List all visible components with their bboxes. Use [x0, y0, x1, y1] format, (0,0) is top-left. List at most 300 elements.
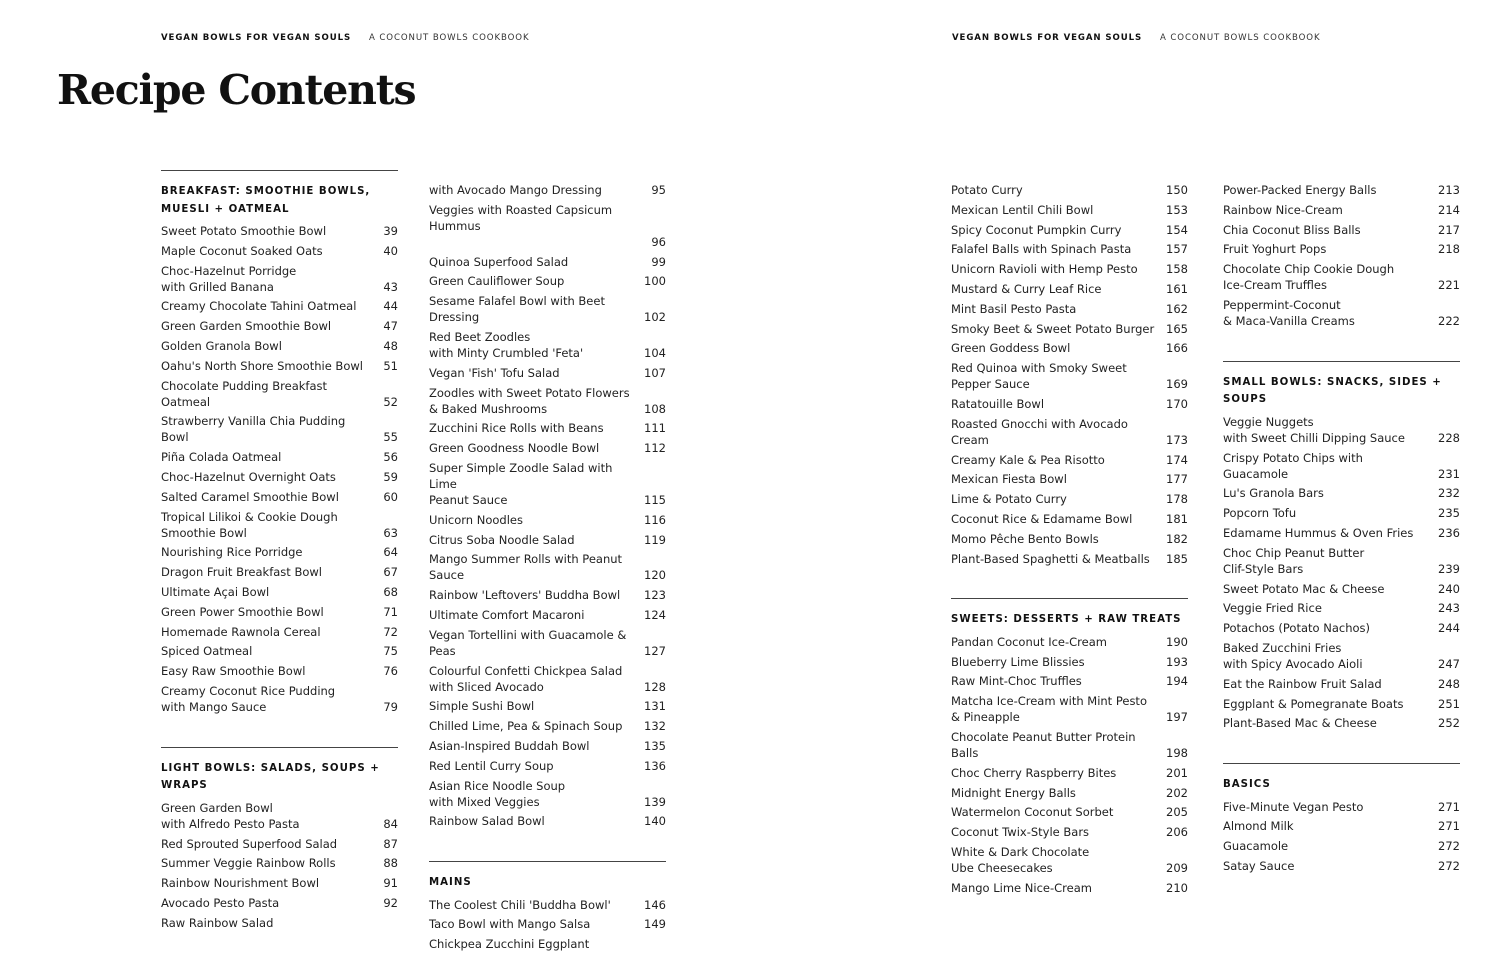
page-number: 127 — [644, 643, 666, 658]
page-number: 178 — [1166, 492, 1188, 507]
page-number: 232 — [1438, 486, 1460, 501]
page-number: 217 — [1438, 222, 1460, 237]
recipe-name: Ratatouille Bowl — [951, 396, 1045, 411]
page-number: 170 — [1166, 396, 1188, 411]
page-number: 214 — [1438, 202, 1460, 217]
toc-entry[interactable] — [1223, 696, 1460, 716]
toc-entry[interactable] — [429, 813, 666, 833]
section-title: SMALL BOWLS: SNACKS, SIDES + SOUPS — [1223, 376, 1442, 406]
toc-entry[interactable] — [429, 202, 666, 254]
toc-entry[interactable] — [1223, 241, 1460, 261]
section-title: MAINS — [429, 877, 472, 889]
toc-entry[interactable] — [429, 936, 666, 956]
recipe-name: Creamy Chocolate Tahini Oatmeal — [161, 299, 357, 314]
recipe-name: Edamame Hummus & Oven Fries — [1223, 525, 1414, 540]
recipe-name: Salted Caramel Smoothie Bowl — [161, 489, 339, 504]
toc-entry[interactable] — [951, 729, 1188, 765]
toc-entry[interactable] — [951, 301, 1188, 321]
book-subtitle: A COCONUT BOWLS COOKBOOK — [1160, 33, 1321, 43]
toc-entry[interactable] — [951, 321, 1188, 341]
page-number: 244 — [1438, 621, 1460, 636]
page-number: 209 — [1166, 861, 1188, 876]
toc-entry[interactable] — [951, 471, 1188, 491]
toc-entry[interactable] — [161, 413, 398, 449]
page-number: 104 — [644, 345, 666, 360]
toc-entry[interactable] — [429, 587, 666, 607]
page-number: 193 — [1166, 654, 1188, 669]
recipe-name: Raw Mint-Choc Truffles — [951, 674, 1082, 689]
recipe-name: Dragon Fruit Breakfast Bowl — [161, 565, 322, 580]
contents-column-1 — [161, 170, 398, 935]
recipe-name: Peppermint-Coconut & Maca-Vanilla Creams — [1223, 297, 1355, 328]
toc-entry[interactable] — [429, 329, 666, 365]
recipe-name: Summer Veggie Rainbow Rolls — [161, 856, 336, 871]
recipe-name: Colourful Confetti Chickpea Salad with Sliced Avocado — [429, 663, 623, 694]
recipe-name: Sesame Falafel Bowl with Beet Dressing — [429, 294, 605, 325]
page-number: 197 — [1166, 710, 1188, 725]
page-number: 132 — [644, 719, 666, 734]
recipe-name: Chia Coconut Bliss Balls — [1223, 222, 1361, 237]
recipe-name: Unicorn Ravioli with Hemp Pesto — [951, 262, 1138, 277]
recipe-name: Plant-Based Spaghetti & Meatballs — [951, 551, 1150, 566]
page-number: 44 — [383, 299, 398, 314]
recipe-name: White & Dark Chocolate Ube Cheesecakes — [951, 845, 1090, 876]
toc-entry[interactable] — [429, 663, 666, 699]
page-number: 123 — [644, 588, 666, 603]
page-number: 157 — [1166, 242, 1188, 257]
page-number: 206 — [1166, 825, 1188, 840]
recipe-name: Mexican Fiesta Bowl — [951, 472, 1067, 487]
toc-entry[interactable] — [1223, 799, 1460, 819]
recipe-name: Vegan 'Fish' Tofu Salad — [429, 365, 560, 380]
recipe-name: Rainbow Nice-Cream — [1223, 202, 1343, 217]
page-number: 271 — [1438, 799, 1460, 814]
recipe-name: Green Garden Bowl with Alfredo Pesto Pasta — [161, 800, 300, 831]
toc-entry[interactable] — [161, 358, 398, 378]
recipe-name: Quinoa Superfood Salad — [429, 254, 569, 269]
toc-entry[interactable] — [429, 758, 666, 778]
page-number: 115 — [644, 492, 666, 507]
page-number: 251 — [1438, 696, 1460, 711]
page-number: 63 — [383, 525, 398, 540]
recipe-name: Potato Curry — [951, 183, 1023, 197]
toc-entry[interactable] — [161, 449, 398, 469]
page-number: 248 — [1438, 676, 1460, 691]
page-number: 128 — [644, 679, 666, 694]
page-number: 201 — [1166, 765, 1188, 780]
page-number: 174 — [1166, 452, 1188, 467]
toc-entry[interactable] — [1223, 485, 1460, 505]
toc-entry[interactable] — [1223, 620, 1460, 640]
toc-entry[interactable] — [161, 318, 398, 338]
toc-entry[interactable] — [429, 718, 666, 738]
page-number: 67 — [383, 565, 398, 580]
recipe-name: Veggies with Roasted Capsicum Hummus — [429, 202, 613, 233]
toc-entry[interactable] — [951, 844, 1188, 880]
recipe-name: Super Simple Zoodle Salad with Lime Peanut Sauce — [429, 460, 613, 507]
page-number: 108 — [644, 401, 666, 416]
page-number: 72 — [383, 624, 398, 639]
toc-entry[interactable] — [429, 698, 666, 718]
running-head-left — [161, 33, 530, 43]
recipe-name: Midnight Energy Balls — [951, 785, 1076, 800]
recipe-name: Choc Chip Peanut Butter Clif-Style Bars — [1223, 545, 1365, 576]
book-subtitle: A COCONUT BOWLS COOKBOOK — [369, 33, 530, 43]
page-number: 64 — [383, 545, 398, 560]
toc-entry[interactable] — [951, 634, 1188, 654]
page-number: 235 — [1438, 506, 1460, 521]
recipe-name: Raw Rainbow Salad — [161, 915, 274, 930]
recipe-name: Asian-Inspired Buddah Bowl — [429, 738, 590, 753]
toc-entry[interactable] — [161, 223, 398, 243]
recipe-name: Piña Colada Oatmeal — [161, 450, 282, 465]
recipe-name: Green Goddess Bowl — [951, 341, 1071, 356]
toc-entry[interactable] — [1223, 222, 1460, 242]
recipe-name: Watermelon Coconut Sorbet — [951, 805, 1114, 820]
toc-entry[interactable] — [161, 643, 398, 663]
page-number: 146 — [644, 897, 666, 912]
toc-entry[interactable] — [1223, 261, 1460, 297]
recipe-name: Choc-Hazelnut Overnight Oats — [161, 469, 336, 484]
page-title: Recipe Contents — [57, 66, 416, 114]
recipe-name: Maple Coconut Soaked Oats — [161, 243, 323, 258]
toc-entry[interactable] — [161, 800, 398, 836]
toc-entry[interactable] — [161, 915, 398, 935]
toc-entry[interactable] — [1223, 450, 1460, 486]
recipe-name: with Avocado Mango Dressing — [429, 183, 602, 197]
recipe-name: Ultimate Comfort Macaroni — [429, 607, 585, 622]
recipe-name: Popcorn Tofu — [1223, 506, 1297, 521]
recipe-name: Mexican Lentil Chili Bowl — [951, 202, 1094, 217]
page-number: 120 — [644, 568, 666, 583]
toc-entry[interactable] — [429, 273, 666, 293]
page-number: 52 — [383, 394, 398, 409]
toc-entry[interactable] — [951, 281, 1188, 301]
page-number: 162 — [1166, 301, 1188, 316]
recipe-name: Mango Summer Rolls with Peanut Sauce — [429, 552, 623, 583]
recipe-name: Falafel Balls with Spinach Pasta — [951, 242, 1132, 257]
recipe-name: Citrus Soba Noodle Salad — [429, 532, 575, 547]
toc-entry[interactable] — [161, 338, 398, 358]
toc-entry[interactable] — [161, 895, 398, 915]
page-number: 158 — [1166, 262, 1188, 277]
page-number: 92 — [383, 895, 398, 910]
toc-entry[interactable] — [1223, 182, 1460, 202]
toc-entry[interactable] — [429, 182, 666, 202]
toc-section-continued — [1223, 182, 1460, 333]
toc-entry[interactable] — [1223, 676, 1460, 696]
toc-entry[interactable] — [951, 182, 1188, 202]
toc-entry[interactable] — [1223, 202, 1460, 222]
page-number: 205 — [1166, 805, 1188, 820]
toc-entry[interactable] — [161, 564, 398, 584]
page-number: 79 — [383, 699, 398, 714]
page-number: 139 — [644, 794, 666, 809]
toc-section — [1223, 361, 1460, 735]
toc-entry[interactable] — [161, 875, 398, 895]
toc-entry[interactable] — [1223, 640, 1460, 676]
page-number: 272 — [1438, 839, 1460, 854]
recipe-name: Red Beet Zoodles with Minty Crumbled 'Feta' — [429, 329, 584, 360]
toc-entry[interactable] — [429, 365, 666, 385]
toc-entry[interactable] — [1223, 818, 1460, 838]
recipe-name: Momo Pêche Bento Bowls — [951, 531, 1099, 546]
page-number: 240 — [1438, 581, 1460, 596]
page-number: 91 — [383, 876, 398, 891]
toc-entry[interactable] — [161, 378, 398, 414]
toc-entry[interactable] — [951, 693, 1188, 729]
toc-entry[interactable] — [951, 452, 1188, 472]
toc-entry[interactable] — [161, 624, 398, 644]
toc-entry[interactable] — [161, 663, 398, 683]
toc-entry[interactable] — [429, 293, 666, 329]
page-number: 166 — [1166, 341, 1188, 356]
recipe-name: Power-Packed Energy Balls — [1223, 183, 1377, 197]
recipe-name: Green Power Smoothie Bowl — [161, 604, 324, 619]
page-number: 213 — [1438, 183, 1460, 197]
toc-entry[interactable] — [951, 765, 1188, 785]
recipe-name: Eggplant & Pomegranate Boats — [1223, 696, 1404, 711]
recipe-name: Zoodles with Sweet Potato Flowers & Baked Mushrooms — [429, 385, 630, 416]
recipe-name: Simple Sushi Bowl — [429, 699, 535, 714]
page-number: 107 — [644, 365, 666, 380]
recipe-name: Lime & Potato Curry — [951, 492, 1067, 507]
page-number: 47 — [383, 319, 398, 334]
recipe-name: Roasted Gnocchi with Avocado Cream — [951, 416, 1128, 447]
recipe-name: Choc-Hazelnut Porridge with Grilled Banana — [161, 263, 297, 294]
toc-entry[interactable] — [429, 738, 666, 758]
toc-entry[interactable] — [1223, 505, 1460, 525]
recipe-name: Eat the Rainbow Fruit Salad — [1223, 676, 1382, 691]
page-number: 161 — [1166, 281, 1188, 296]
recipe-name: Green Garden Smoothie Bowl — [161, 319, 332, 334]
page-number: 202 — [1166, 785, 1188, 800]
recipe-name: Guacamole — [1223, 839, 1289, 854]
recipe-name: Chickpea Zucchini Eggplant — [429, 937, 590, 952]
toc-entry[interactable] — [951, 340, 1188, 360]
page-number: 71 — [383, 604, 398, 619]
recipe-name: Creamy Coconut Rice Pudding with Mango Sauce — [161, 683, 336, 714]
recipe-name: Coconut Twix-Style Bars — [951, 825, 1090, 840]
toc-section — [429, 861, 666, 956]
recipe-name: Oahu's North Shore Smoothie Bowl — [161, 358, 363, 373]
toc-entry[interactable] — [429, 778, 666, 814]
section-gap — [161, 719, 398, 747]
page-number: 252 — [1438, 716, 1460, 731]
section-title: BASICS — [1223, 779, 1271, 791]
toc-entry[interactable] — [951, 261, 1188, 281]
section-gap — [429, 833, 666, 861]
page-number: 181 — [1166, 511, 1188, 526]
recipe-name: Pandan Coconut Ice-Cream — [951, 634, 1107, 649]
page-number: 88 — [383, 856, 398, 871]
toc-entry[interactable] — [161, 469, 398, 489]
page-number: 39 — [383, 224, 398, 238]
toc-entry[interactable] — [951, 396, 1188, 416]
toc-entry[interactable] — [951, 491, 1188, 511]
recipe-name: Nourishing Rice Porridge — [161, 545, 303, 560]
toc-entry[interactable] — [429, 916, 666, 936]
toc-entry[interactable] — [951, 654, 1188, 674]
page-number: 55 — [383, 430, 398, 445]
page-number: 131 — [644, 699, 666, 714]
toc-entry[interactable] — [951, 804, 1188, 824]
section-title: LIGHT BOWLS: SALADS, SOUPS + WRAPS — [161, 762, 380, 792]
section-title: BREAKFAST: SMOOTHIE BOWLS, MUESLI + OATMEAL — [161, 186, 371, 215]
toc-entry[interactable] — [429, 460, 666, 512]
toc-entry[interactable] — [429, 440, 666, 460]
toc-entry[interactable] — [161, 489, 398, 509]
toc-entry[interactable] — [951, 416, 1188, 452]
contents-column-3 — [951, 170, 1188, 900]
recipe-name: Veggie Fried Rice — [1223, 601, 1322, 616]
toc-entry[interactable] — [429, 607, 666, 627]
page-number: 135 — [644, 738, 666, 753]
section-title: SWEETS: DESSERTS + RAW TREATS — [951, 614, 1182, 626]
page-number: 100 — [644, 274, 666, 289]
book-title: VEGAN BOWLS FOR VEGAN SOULS — [952, 33, 1143, 43]
toc-entry[interactable] — [951, 222, 1188, 242]
contents-column-2 — [429, 170, 666, 956]
toc-entry[interactable] — [951, 824, 1188, 844]
toc-entry[interactable] — [161, 836, 398, 856]
page-number: 112 — [644, 441, 666, 456]
recipe-name: Avocado Pesto Pasta — [161, 895, 280, 910]
toc-entry[interactable] — [429, 420, 666, 440]
toc-entry[interactable] — [429, 551, 666, 587]
toc-entry[interactable] — [429, 254, 666, 274]
page-number: 198 — [1166, 746, 1188, 761]
recipe-name: Taco Bowl with Mango Salsa — [429, 917, 591, 932]
recipe-name: Mustard & Curry Leaf Rice — [951, 281, 1102, 296]
toc-entry[interactable] — [1223, 838, 1460, 858]
toc-entry[interactable] — [951, 673, 1188, 693]
toc-entry[interactable] — [161, 584, 398, 604]
recipe-name: Blueberry Lime Blissies — [951, 654, 1085, 669]
recipe-name: Rainbow Salad Bowl — [429, 814, 545, 829]
recipe-name: Strawberry Vanilla Chia Pudding Bowl — [161, 414, 346, 445]
recipe-name: Smoky Beet & Sweet Potato Burger — [951, 321, 1155, 336]
toc-entry[interactable] — [161, 683, 398, 719]
page-number: 221 — [1438, 278, 1460, 293]
recipe-name: Lu's Granola Bars — [1223, 486, 1324, 501]
recipe-name: Vegan Tortellini with Guacamole & Peas — [429, 627, 627, 658]
toc-entry[interactable] — [951, 785, 1188, 805]
page-number: 272 — [1438, 859, 1460, 874]
toc-entry[interactable] — [1223, 525, 1460, 545]
page-number: 218 — [1438, 242, 1460, 257]
recipe-name: Green Goodness Noodle Bowl — [429, 441, 600, 456]
page-number: 239 — [1438, 561, 1460, 576]
toc-entry[interactable] — [161, 855, 398, 875]
recipe-name: Sweet Potato Smoothie Bowl — [161, 224, 327, 238]
page-number: 76 — [383, 664, 398, 679]
contents-column-4 — [1223, 170, 1460, 878]
recipe-name: Five-Minute Vegan Pesto — [1223, 799, 1364, 814]
recipe-name: Choc Cherry Raspberry Bites — [951, 765, 1117, 780]
page-number: 59 — [383, 469, 398, 484]
page-number: 231 — [1438, 466, 1460, 481]
toc-entry[interactable] — [1223, 715, 1460, 735]
toc-section — [1223, 763, 1460, 878]
page-number: 84 — [383, 816, 398, 831]
toc-entry[interactable] — [951, 880, 1188, 900]
toc-entry[interactable] — [161, 509, 398, 545]
toc-entry[interactable] — [161, 544, 398, 564]
page-number: 136 — [644, 758, 666, 773]
recipe-name: Ultimate Açai Bowl — [161, 584, 270, 599]
recipe-name: Chilled Lime, Pea & Spinach Soup — [429, 719, 623, 734]
section-gap — [1223, 735, 1460, 763]
recipe-name: Veggie Nuggets with Sweet Chilli Dipping Sauce — [1223, 414, 1405, 445]
toc-section — [161, 747, 398, 935]
page-number: 96 — [651, 234, 666, 249]
toc-entry[interactable] — [951, 202, 1188, 222]
toc-section-continued — [429, 182, 666, 833]
toc-entry[interactable] — [429, 385, 666, 421]
recipe-name: Easy Raw Smoothie Bowl — [161, 664, 306, 679]
page-number: 177 — [1166, 472, 1188, 487]
page-number: 222 — [1438, 313, 1460, 328]
recipe-name: Mango Lime Nice-Cream — [951, 880, 1092, 895]
recipe-name: The Coolest Chili 'Buddha Bowl' — [429, 897, 611, 912]
recipe-name: Zucchini Rice Rolls with Beans — [429, 421, 604, 436]
toc-entry[interactable] — [1223, 297, 1460, 333]
toc-entry[interactable] — [1223, 414, 1460, 450]
toc-entry[interactable] — [161, 604, 398, 624]
toc-entry[interactable] — [429, 532, 666, 552]
page-number: 99 — [651, 254, 666, 269]
page-number: 68 — [383, 584, 398, 599]
page-number: 173 — [1166, 432, 1188, 447]
toc-entry[interactable] — [429, 897, 666, 917]
page-number: 140 — [644, 814, 666, 829]
page-number: 124 — [644, 607, 666, 622]
page-number: 182 — [1166, 531, 1188, 546]
page-number: 236 — [1438, 525, 1460, 540]
toc-entry[interactable] — [1223, 581, 1460, 601]
toc-entry[interactable] — [161, 263, 398, 299]
toc-section-continued — [951, 182, 1188, 570]
toc-entry[interactable] — [951, 531, 1188, 551]
page-number: 102 — [644, 310, 666, 325]
page-number: 247 — [1438, 656, 1460, 671]
toc-entry[interactable] — [951, 360, 1188, 396]
toc-entry[interactable] — [429, 627, 666, 663]
recipe-name: Mint Basil Pesto Pasta — [951, 301, 1077, 316]
page-number: 43 — [383, 279, 398, 294]
toc-entry[interactable] — [951, 551, 1188, 571]
toc-section — [161, 170, 398, 719]
page-number: 150 — [1166, 183, 1188, 197]
toc-entry[interactable] — [161, 298, 398, 318]
recipe-name: Rainbow 'Leftovers' Buddha Bowl — [429, 588, 621, 603]
recipe-name: Homemade Rawnola Cereal — [161, 624, 321, 639]
page-number: 210 — [1166, 880, 1188, 895]
page-number: 51 — [383, 358, 398, 373]
toc-entry[interactable] — [1223, 858, 1460, 878]
toc-entry[interactable] — [951, 241, 1188, 261]
recipe-name: Tropical Lilikoi & Cookie Dough Smoothie Bowl — [161, 509, 338, 540]
recipe-name: Chocolate Peanut Butter Protein Balls — [951, 730, 1136, 761]
toc-entry[interactable] — [1223, 545, 1460, 581]
toc-entry[interactable] — [1223, 600, 1460, 620]
recipe-name: Coconut Rice & Edamame Bowl — [951, 511, 1133, 526]
recipe-name: Rainbow Nourishment Bowl — [161, 876, 320, 891]
toc-entry[interactable] — [951, 511, 1188, 531]
toc-entry[interactable] — [429, 512, 666, 532]
toc-entry[interactable] — [161, 243, 398, 263]
